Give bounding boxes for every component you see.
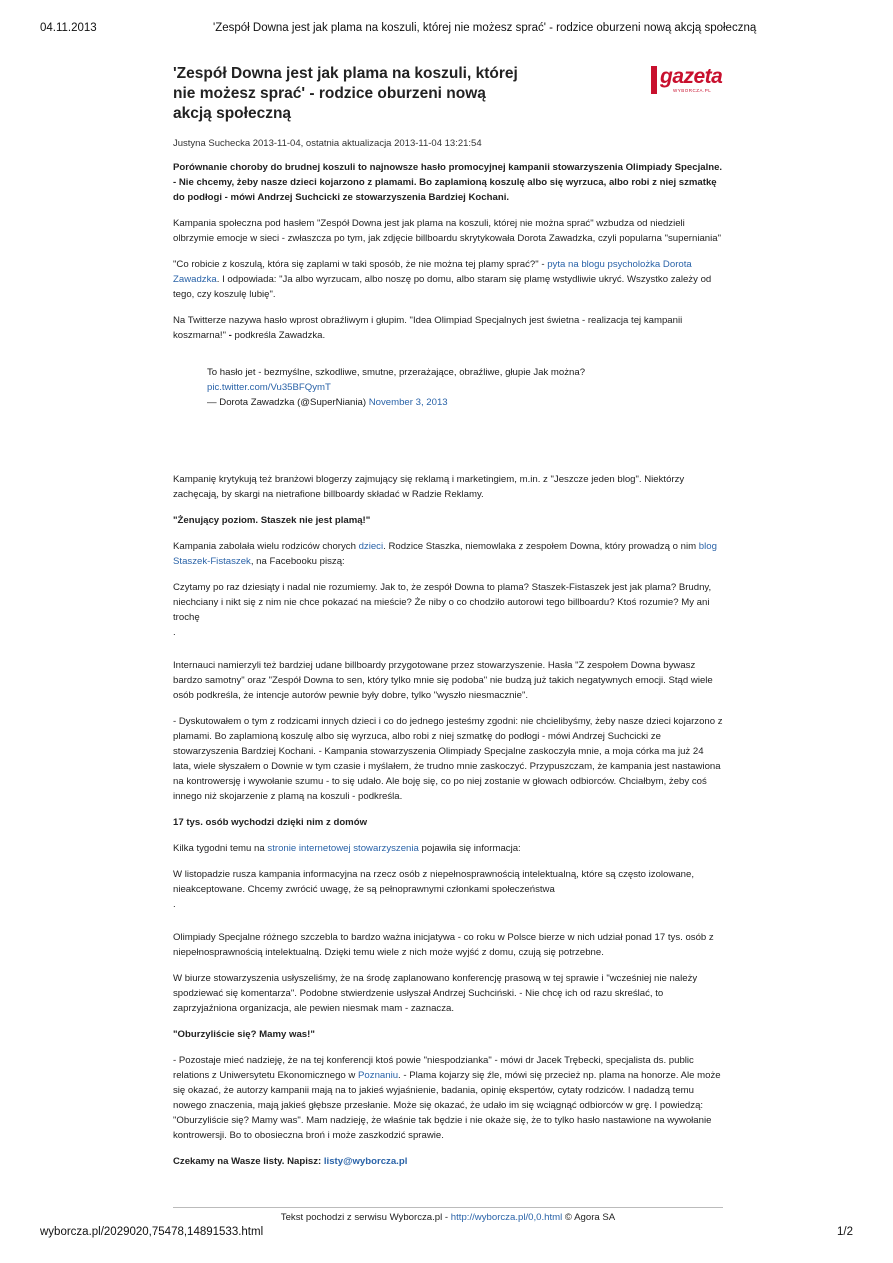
text: Kampania zabolała wielu rodziców chorych bbox=[173, 541, 359, 552]
text: Tekst pochodzi z serwisu Wyborcza.pl - bbox=[280, 1212, 451, 1223]
tweet-attribution bbox=[207, 395, 723, 410]
paragraph-8: - Dyskutowałem o tym z rodzicami innych dzieci i co do jednego jesteśmy zgodni: nie chcielibyśmy, żeby nasze dzieci kojarzono z plamami. Bo zaplamioną koszulę albo się wyrzuca, albo robi z niej szmatkę do podłogi - mówi Andrzej Suchcicki ze stowarzyszenia Bardziej Kochani. - Kampania stowarzyszenia Olimpiady Specjalne zaskoczyła mnie, a moja córka ma już 24 lata, wiele słyszałem o Downie w tym czasie i myślałem, że trudno mnie zaskoczyć. Przypuszczam, że kampania jest nastawiona na kontrowersję i wywołanie szumu - to się udało. Ale boję się, co po niej zostanie w głowach odbiorców. Chciałbym, żeby coś innego niż skojarzenie z plamą na koszuli - podkreśla. bbox=[173, 716, 723, 802]
subheading-2: 17 tys. osób wychodzi dzięki nim z domów bbox=[173, 817, 368, 828]
text: "Co robicie z koszulą, która się zaplami w taki sposób, że nie można tej plamy sprać?" - bbox=[173, 259, 548, 270]
text: podkreśla Zawadzka. bbox=[231, 330, 326, 341]
tweet-text: To hasło jet - bezmyślne, szkodliwe, smutne, przerażające, obraźliwe, głupie Jak można? bbox=[207, 367, 586, 378]
text: . Rodzice Staszka, niemowlaka z zespołem Downa, który prowadzą o nim bbox=[383, 541, 699, 552]
text: - Pozostaje mieć nadzieję, że na tej konferencji ktoś powie "niespodzianka" - mówi dr Jacek Trębecki, specjalista ds. public relations z Uniwersytetu Ekonomicznego w bbox=[173, 1055, 694, 1081]
children-link[interactable]: dzieci bbox=[358, 541, 384, 552]
text-bold: - bbox=[228, 330, 232, 341]
paragraph-2 bbox=[173, 257, 723, 302]
article-title: 'Zespół Downa jest jak plama na koszuli, której nie możesz sprać' - rodzice oburzeni nową akcją społeczną bbox=[173, 65, 518, 122]
paragraph-7: Internauci namierzyli też bardziej udane billboardy przygotowane przez stowarzyszenie. Hasła "Z zespołem Downa bywasz bardzo samotny" oraz "Zespół Downa to sen, który tylko mnie się podoba" nie budzą już takich negatywnych emocji. Stąd wiele osób podkreśla, że intencje autorów pewnie były dobre, tylko "wyszło niesmacznie". bbox=[173, 660, 713, 701]
paragraph-1: Kampania społeczna pod hasłem "Zespół Downa jest jak plama na koszuli, której nie można sprać" wzbudza od niedzieli olbrzymie emocje w sieci - zwłaszcza po tym, jak zdjęcie billboardu skrytykowała Dorota Zawadzka, czyli popularna "superniania" bbox=[173, 218, 722, 244]
source-link[interactable]: http://wyborcza.pl/0,0.html bbox=[450, 1212, 563, 1223]
tweet-pic-link[interactable]: pic.twitter.com/Vu35BFQymT bbox=[207, 382, 331, 393]
text: Na Twitterze nazywa hasło wprost obraźliwym i głupim. "Idea Olimpiad Specjalnych jest świetna - realizacja tej kampanii koszmarna!" bbox=[173, 315, 683, 341]
text: . - Plama kojarzy się źle, mówi się przecież np. plama na honorze. Ale może się okazać, że autorzy kampanii mają na to jakieś wyjaśnienie, badania, opinię ekspertów, cytaty rodziców. I nadadzą temu nowego znaczenia, mają jakieś głębsze przesłanie. Może się okazać, że udało im się wciągnąć odbiorców w grę. I powiedzą: "Oburzyliście się? Mamy was". Mam nadzieję, że właśnie tak będzie i nie okaże się, że to tylko hasło nastawione na wywołanie kontrowersji. Bo to obosieczna broń i może zaszkodzić sprawie. bbox=[173, 1070, 721, 1141]
poznan-link[interactable]: Poznaniu bbox=[358, 1070, 399, 1081]
paragraph-12: W biurze stowarzyszenia usłyszeliśmy, że na środę zaplanowano konferencję prasową w tej sprawie i "wcześniej nie należy spodziewać się komentarza". Podobne stwierdzenie usłyszał Andrzej Suchciński. - Nie chcę ich od razu skreślać, to zaprzyjaźniona organizacja, ale pewien niesmak mam - zaznacza. bbox=[173, 973, 698, 1014]
byline: Justyna Suchecka 2013-11-04, ostatnia aktualizacja 2013-11-04 13:21:54 bbox=[173, 138, 482, 149]
logo-subtext: WYBORCZA.PL bbox=[673, 88, 712, 93]
logo-mark bbox=[651, 66, 657, 94]
print-page-title: 'Zespół Downa jest jak plama na koszuli, której nie możesz sprać' - rodzice oburzeni nową akcją społeczną bbox=[213, 22, 757, 34]
letters-cta bbox=[173, 1154, 723, 1169]
staszek-blog-link[interactable]: blog Staszek-Fistaszek bbox=[173, 541, 717, 567]
text: pojawiła się informacja: bbox=[418, 843, 521, 854]
text: © Agora SA bbox=[562, 1212, 616, 1223]
print-header bbox=[40, 22, 853, 38]
tweet-date-link[interactable]: November 3, 2013 bbox=[368, 397, 448, 408]
paragraph-3 bbox=[173, 313, 723, 343]
blog-link[interactable]: pyta na blogu psycholożka Dorota Zawadzka bbox=[173, 259, 692, 285]
paragraph-5 bbox=[173, 539, 723, 569]
text: , na Facebooku piszą: bbox=[250, 556, 345, 567]
dot-separator: . bbox=[173, 899, 176, 910]
subheading-1: "Żenujący poziom. Staszek nie jest plamą!" bbox=[173, 515, 371, 526]
print-date: 04.11.2013 bbox=[40, 22, 97, 34]
logo-text: gazeta bbox=[660, 65, 723, 88]
gazeta-logo[interactable] bbox=[651, 66, 725, 94]
subheading-3: "Oburzyliście się? Mamy was!" bbox=[173, 1029, 315, 1040]
dot-separator: . bbox=[173, 627, 176, 638]
paragraph-13 bbox=[173, 1053, 723, 1143]
source-footer bbox=[173, 1207, 723, 1223]
text: . I odpowiada: "Ja albo wyrzucam, albo noszę po domu, albo staram się plamę wstydliwie ukryć. Wszystko zależy od tego, czy koszulę lubię". bbox=[173, 274, 712, 300]
text: Kilka tygodni temu na bbox=[173, 843, 268, 854]
article bbox=[173, 64, 723, 1223]
print-url: wyborcza.pl/2029020,75478,14891533.html bbox=[40, 1226, 264, 1238]
paragraph-10: W listopadzie rusza kampania informacyjna na rzecz osób z niepełnosprawnością intelektualną, które są często izolowane, nieakceptowane. Chcemy zwrócić uwagę, że są pełnoprawnymi członkami społeczeństwa bbox=[173, 869, 694, 895]
paragraph-11: Olimpiady Specjalne różnego szczebla to bardzo ważna inicjatywa - co roku w Polsce bierze w nich udział ponad 17 tys. osób z niepełnosprawnością intelektualną. Dzięki temu wiele z nich może wyjść z domu, czują się potrzebne. bbox=[173, 932, 714, 958]
paragraph-9 bbox=[173, 841, 723, 856]
page-number: 1/2 bbox=[837, 1226, 853, 1238]
paragraph-6: Czytamy po raz dziesiąty i nadal nie rozumiemy. Jak to, że zespół Downa to plama? Staszek-Fistaszek jest jak plama? Brudny, niechciany i nikt się z nim nie chce pokazać na mieście? Że niby o co chodziło autorowi tego billboardu? Ktoś rozumie? My ani trochę bbox=[173, 582, 712, 623]
text: Czekamy na Wasze listy. Napisz: bbox=[173, 1156, 324, 1167]
tweet-author: — Dorota Zawadzka (@SuperNiania) bbox=[207, 397, 369, 408]
print-footer bbox=[40, 1226, 853, 1242]
embedded-tweet bbox=[207, 365, 723, 410]
letters-email-link[interactable]: listy@wyborcza.pl bbox=[323, 1156, 408, 1167]
paragraph-4: Kampanię krytykują też branżowi blogerzy zajmujący się reklamą i marketingiem, m.in. z "Jeszcze jeden blog". Niektórzy zachęcają, by skargi na nietrafione billboardy składać w Radzie Reklamy. bbox=[173, 474, 685, 500]
article-lead: Porównanie choroby do brudnej koszuli to najnowsze hasło promocyjnej kampanii stowarzyszenia Olimpiady Specjalne. - Nie chcemy, żeby nasze dzieci kojarzono z plamami. Bo zaplamioną koszulę albo się wyrzuca, albo robi z niej szmatkę do podłogi - mówi Andrzej Suchcicki ze stowarzyszenia Bardziej Kochani. bbox=[173, 162, 723, 203]
association-site-link[interactable]: stronie internetowej stowarzyszenia bbox=[267, 843, 419, 854]
